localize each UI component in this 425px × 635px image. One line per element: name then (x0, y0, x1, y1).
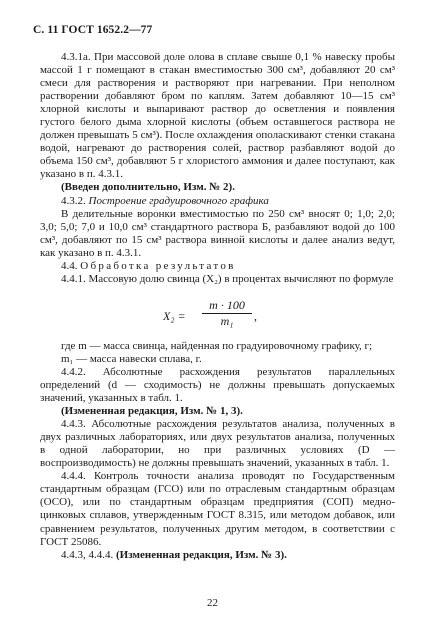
paragraph-4-3-1a: 4.3.1а. При массовой доле олова в сплаве свыше 0,1 % навеску пробы массой 1 г помещают в стакан вместимостью 300 см³, добавляют 20 см³ смеси для растворения и растворяют при нагревании. При неполном растворении добавляют бром по каплям. Затем добавляют 10—15 см³ хлорной кислоты и выпаривают раствор до осветления и появления густого белого дыма хлорной кислоты (объем оставшегося раствора не должен превышать 5 см³). После охлаждения ополаскивают стенки стакана водой, нагревают до растворения солей, раствор разбавляют водой до объема 150 см³, добавляют 5 г хлористого аммония и далее поступают, как указано в п. 4.3.1. (40, 51, 395, 181)
section-heading-4-4 (40, 260, 395, 273)
paragraph-4-4-1: 4.4.1. Массовую долю свинца (X₂) в процентах вычисляют по формуле (61, 272, 394, 285)
page-header: С. 11 ГОСТ 1652.2—77 (33, 24, 153, 36)
section-number: 4.4. (61, 259, 78, 272)
paragraph-4-4-2: 4.4.2. Абсолютные расхождения результатов параллельных определений (d — сходимость) не должны превышать допускаемых значений, указанных в табл. 1. (40, 365, 395, 405)
paragraph-4-4-3: 4.4.3. Абсолютные расхождения результатов анализа, полученных в двух различных лабораториях, или двух результатов анализа, полученных в одной лаборатории, но при различных условиях (D — воспроизводимость) не должны превышать значений, указанных в табл. 1. (40, 418, 395, 470)
formula-numerator: m · 100 (202, 299, 252, 314)
formula-lhs: X₂ = (163, 308, 186, 323)
note-prefix: 4.4.3, 4.4.4. (61, 548, 114, 561)
section-number: 4.3.2. (61, 194, 86, 207)
paragraph-4-3-2: В делительные воронки вместимостью по 250 см³ вносят 0; 1,0; 2,0; 3,0; 5,0; 7,0 и 10,0 см³ стандартного раствора Б, разбавляют водой до 100 см³, добавляют по 15 см³ раствора винной кислоты и далее анализ ведут, как указано в п. 4.3.1. (40, 207, 395, 259)
page-number: 22 (207, 597, 218, 609)
formula-denominator: m₁ (220, 313, 234, 328)
amendment-note: (Введен дополнительно, Изм. № 2). (61, 181, 235, 194)
formula-fraction (202, 299, 252, 328)
section-heading-4-3-2 (40, 195, 395, 208)
document-body (40, 51, 395, 562)
note-text: (Измененная редакция, Изм. № 3). (116, 548, 287, 561)
section-title: Построение градуировочного графика (88, 194, 269, 207)
amendment-note: (Измененная редакция, Изм. № 1, 3). (61, 405, 243, 418)
where-line-2: m₁ — масса навески сплава, г. (61, 352, 202, 365)
section-title: Обработка результатов (80, 259, 236, 272)
paragraph-4-4-4: 4.4.4. Контроль точности анализа проводят по Государственным стандартным образцам (ГСО) или по отраслевым стандартным образцам (ОСО), или по стандартным образцам предприятия (СОП) медно-цинковых сплавов, утвержденным ГОСТ 8.315, или методом добавок, или сравнением результатов, полученных другим методом, в соответствии с ГОСТ 25086. (40, 470, 395, 548)
where-line-1: где m — масса свинца, найденная по градуировочному графику, г; (61, 339, 373, 352)
formula-comma: , (254, 308, 257, 323)
formula (40, 290, 395, 340)
amendment-note-4-4-3 (40, 549, 395, 562)
